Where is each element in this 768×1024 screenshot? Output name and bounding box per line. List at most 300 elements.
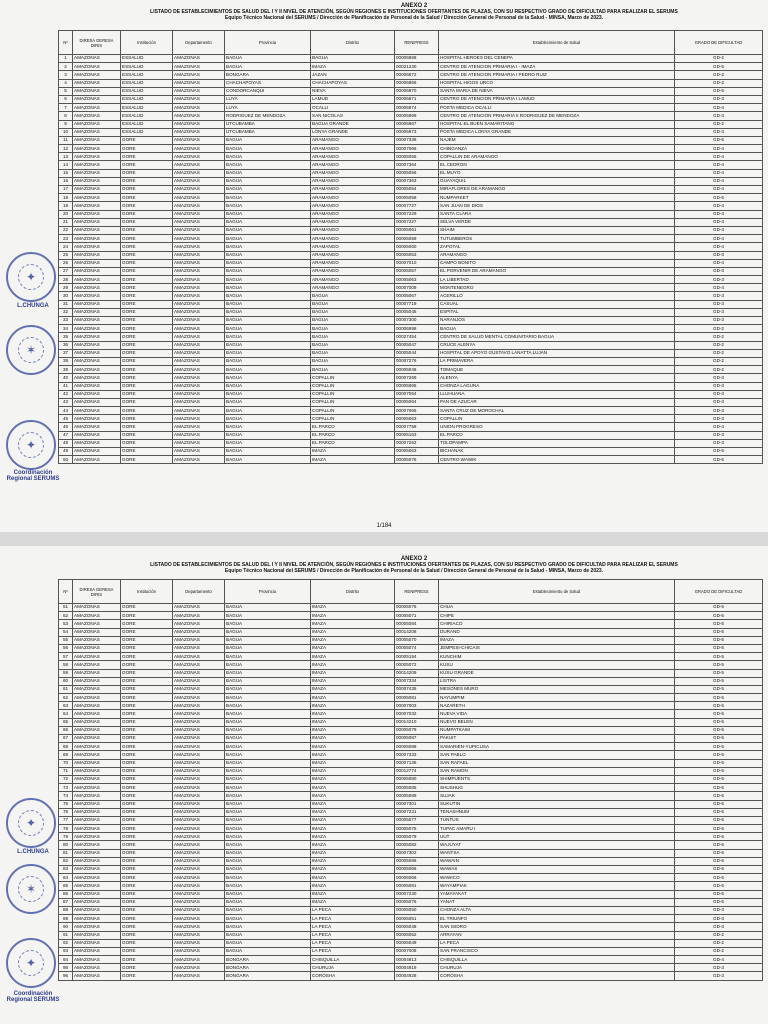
col-establishment-cell: WAYAMPIAK	[439, 882, 675, 890]
col-number-cell: 6	[59, 95, 73, 103]
table-row	[59, 284, 763, 292]
col-institution-cell: GORE	[121, 628, 173, 636]
col-district-cell: IMAZA	[311, 751, 395, 759]
col-department-cell: AMAZONAS	[173, 628, 225, 636]
col-diresa-cell: AMAZONAS	[73, 456, 121, 464]
col-difficulty-cell: GD-5	[675, 620, 763, 628]
col-district-cell: JAZAN	[311, 71, 395, 79]
col-district-cell: ARAMANGO	[311, 267, 395, 275]
col-diresa-cell: AMAZONAS	[73, 751, 121, 759]
col-establishment-cell: ESPITAL	[439, 308, 675, 316]
col-diresa-cell: AMAZONAS	[73, 374, 121, 382]
table-row	[59, 636, 763, 644]
col-renipress-cell: 00005077	[395, 816, 439, 824]
col-establishment-header: Establecimiento de Salud	[439, 31, 675, 55]
table-header-row	[59, 31, 763, 55]
col-institution-cell: GORE	[121, 210, 173, 218]
table-row	[59, 112, 763, 120]
col-number-cell: 34	[59, 325, 73, 333]
col-difficulty-cell: GD-4	[675, 186, 763, 194]
col-province-cell: BAGUA	[225, 415, 311, 423]
col-number-cell: 71	[59, 767, 73, 775]
col-establishment-cell: UUT	[439, 833, 675, 841]
col-province-cell: BAGUA	[225, 317, 311, 325]
col-institution-cell: GORE	[121, 341, 173, 349]
col-establishment-cell: ALENYA	[439, 374, 675, 382]
col-district-cell: ARAMANGO	[311, 145, 395, 153]
table-row	[59, 276, 763, 284]
col-institution-cell: GORE	[121, 694, 173, 702]
col-institution-cell: GORE	[121, 726, 173, 734]
col-institution-cell: GORE	[121, 235, 173, 243]
col-institution-cell: GORE	[121, 636, 173, 644]
seal-caption: Coordinación Regional SERUMS	[6, 470, 60, 482]
col-institution-cell: GORE	[121, 956, 173, 964]
col-province-cell: BAGUA	[225, 423, 311, 431]
col-number-cell: 42	[59, 390, 73, 398]
col-province-cell: BAGUA	[225, 448, 311, 456]
col-establishment-cell: EL PORVENIR DE ARAMANGO	[439, 267, 675, 275]
col-diresa-cell: AMAZONAS	[73, 120, 121, 128]
col-province-cell: BONGARA	[225, 972, 311, 980]
col-establishment-cell: NUMPATKAIM	[439, 726, 675, 734]
col-renipress-cell: 00007758	[395, 423, 439, 431]
col-district-cell: BAGUA	[311, 349, 395, 357]
col-renipress-cell: 00005072	[395, 661, 439, 669]
col-district-cell: ARAMANGO	[311, 169, 395, 177]
col-province-cell: BAGUA	[225, 882, 311, 890]
col-diresa-header: DIRESA GERESA DIRIS	[73, 31, 121, 55]
col-department-cell: AMAZONAS	[173, 284, 225, 292]
col-institution-cell: GORE	[121, 620, 173, 628]
col-province-cell: BAGUA	[225, 735, 311, 743]
col-department-cell: AMAZONAS	[173, 718, 225, 726]
col-department-cell: AMAZONAS	[173, 251, 225, 259]
col-diresa-cell: AMAZONAS	[73, 243, 121, 251]
col-diresa-cell: AMAZONAS	[73, 816, 121, 824]
col-department-cell: AMAZONAS	[173, 931, 225, 939]
col-department-cell: AMAZONAS	[173, 423, 225, 431]
col-number-cell: 20	[59, 210, 73, 218]
col-department-cell: AMAZONAS	[173, 317, 225, 325]
col-diresa-cell: AMAZONAS	[73, 800, 121, 808]
col-diresa-cell: AMAZONAS	[73, 186, 121, 194]
col-department-cell: AMAZONAS	[173, 55, 225, 63]
col-difficulty-cell: GD-5	[675, 636, 763, 644]
col-district-cell: IMAZA	[311, 775, 395, 783]
col-number-cell: 39	[59, 366, 73, 374]
col-renipress-cell: 00005052	[395, 931, 439, 939]
col-institution-cell: GORE	[121, 259, 173, 267]
col-renipress-cell: 00005163	[395, 431, 439, 439]
col-establishment-cell: PAN DE AZUCAR	[439, 398, 675, 406]
col-difficulty-cell: GD-2	[675, 79, 763, 87]
col-number-cell: 9	[59, 120, 73, 128]
col-province-cell: BAGUA	[225, 751, 311, 759]
col-renipress-cell: 00007334	[395, 677, 439, 685]
col-district-cell: BAGUA	[311, 333, 395, 341]
col-number-cell: 88	[59, 906, 73, 914]
col-district-cell: IMAZA	[311, 604, 395, 612]
col-department-cell: AMAZONAS	[173, 947, 225, 955]
col-district-cell: IMAZA	[311, 636, 395, 644]
col-renipress-cell: 00007066	[395, 145, 439, 153]
col-department-cell: AMAZONAS	[173, 735, 225, 743]
col-establishment-cell: TOMAQUE	[439, 366, 675, 374]
col-renipress-cell: 00014208	[395, 628, 439, 636]
col-diresa-cell: AMAZONAS	[73, 267, 121, 275]
col-number-cell: 36	[59, 341, 73, 349]
col-renipress-cell: 00007008	[395, 947, 439, 955]
col-difficulty-cell: GD-3	[675, 300, 763, 308]
col-province-cell: LUYA	[225, 104, 311, 112]
col-province-cell: BAGUA	[225, 308, 311, 316]
col-diresa-cell: AMAZONAS	[73, 128, 121, 136]
table-row	[59, 407, 763, 415]
col-institution-cell: GORE	[121, 702, 173, 710]
table-row	[59, 841, 763, 849]
col-district-cell: ARAMANGO	[311, 284, 395, 292]
col-diresa-cell: AMAZONAS	[73, 947, 121, 955]
col-district-cell: IMAZA	[311, 833, 395, 841]
col-department-cell: AMAZONAS	[173, 874, 225, 882]
col-number-cell: 32	[59, 308, 73, 316]
col-province-cell: BAGUA	[225, 349, 311, 357]
col-renipress-cell: 00005074	[395, 644, 439, 652]
col-renipress-cell: 00007301	[395, 800, 439, 808]
col-department-cell: AMAZONAS	[173, 694, 225, 702]
col-department-cell: AMAZONAS	[173, 382, 225, 390]
col-renipress-cell: 00014209	[395, 669, 439, 677]
col-district-cell: BAGUA	[311, 366, 395, 374]
col-district-cell: IMAZA	[311, 653, 395, 661]
col-difficulty-cell: GD-3	[675, 95, 763, 103]
col-district-cell: IMAZA	[311, 612, 395, 620]
col-diresa-cell: AMAZONAS	[73, 931, 121, 939]
col-number-cell: 49	[59, 448, 73, 456]
col-department-cell: AMAZONAS	[173, 186, 225, 194]
seal-column	[0, 546, 64, 1024]
col-establishment-cell: JEMPESI-CHICAIS	[439, 644, 675, 652]
table-row	[59, 194, 763, 202]
col-difficulty-header: GRADO DE DIFICULTAD	[675, 580, 763, 604]
col-diresa-cell: AMAZONAS	[73, 390, 121, 398]
col-department-cell: AMAZONAS	[173, 448, 225, 456]
col-number-cell: 62	[59, 694, 73, 702]
col-renipress-cell: 00005053	[395, 251, 439, 259]
col-institution-cell: GORE	[121, 612, 173, 620]
col-district-cell: BAGUA	[311, 341, 395, 349]
col-establishment-cell: EL MUYO	[439, 169, 675, 177]
col-institution-header: Institución	[121, 31, 173, 55]
col-difficulty-cell: GD-4	[675, 177, 763, 185]
table-row	[59, 415, 763, 423]
col-province-cell: BAGUA	[225, 210, 311, 218]
col-institution-cell: GORE	[121, 677, 173, 685]
col-number-cell: 26	[59, 259, 73, 267]
seal-stamp: ✦	[6, 938, 56, 988]
col-establishment-cell: NUEVA VIDA	[439, 710, 675, 718]
col-province-header: Provincia	[225, 580, 311, 604]
col-department-cell: AMAZONAS	[173, 308, 225, 316]
col-renipress-cell: 00007719	[395, 300, 439, 308]
col-number-cell: 45	[59, 415, 73, 423]
col-establishment-cell: NUEVO BELEN	[439, 718, 675, 726]
col-number-cell: 68	[59, 743, 73, 751]
col-renipress-cell: 00005076	[395, 604, 439, 612]
table-row	[59, 325, 763, 333]
col-number-cell: 67	[59, 735, 73, 743]
col-department-cell: AMAZONAS	[173, 95, 225, 103]
col-district-cell: BAGUA	[311, 357, 395, 365]
col-institution-cell: GORE	[121, 653, 173, 661]
col-department-cell: AMAZONAS	[173, 685, 225, 693]
col-difficulty-cell: GD-5	[675, 759, 763, 767]
col-establishment-cell: TUNTUS	[439, 816, 675, 824]
col-district-cell: IMAZA	[311, 718, 395, 726]
col-department-cell: AMAZONAS	[173, 292, 225, 300]
col-number-cell: 85	[59, 882, 73, 890]
col-district-cell: SAN NICOLAS	[311, 112, 395, 120]
col-department-cell: AMAZONAS	[173, 661, 225, 669]
col-renipress-header: RENIPRESS	[395, 580, 439, 604]
col-difficulty-cell: GD-5	[675, 775, 763, 783]
col-district-cell: ARAMANGO	[311, 235, 395, 243]
seal-stamp: ✦	[6, 252, 56, 302]
col-diresa-cell: AMAZONAS	[73, 87, 121, 95]
col-district-cell: ARAMANGO	[311, 218, 395, 226]
col-establishment-cell: SAN JUAN DE DIOS	[439, 202, 675, 210]
col-province-cell: BAGUA	[225, 284, 311, 292]
col-institution-cell: GORE	[121, 964, 173, 972]
col-difficulty-cell: GD-3	[675, 915, 763, 923]
col-district-cell: CHURUJA	[311, 964, 395, 972]
seal-stamp: ✶	[6, 864, 56, 914]
col-renipress-cell: 00005060	[395, 243, 439, 251]
col-number-cell: 63	[59, 702, 73, 710]
col-diresa-cell: AMAZONAS	[73, 612, 121, 620]
col-diresa-cell: AMAZONAS	[73, 743, 121, 751]
col-institution-cell: GORE	[121, 161, 173, 169]
col-diresa-cell: AMAZONAS	[73, 382, 121, 390]
col-number-cell: 22	[59, 226, 73, 234]
col-renipress-cell: 00007300	[395, 317, 439, 325]
col-establishment-cell: ARAMANGO	[439, 251, 675, 259]
col-establishment-cell: HOSPITAL EL BUEN SAMARITANO	[439, 120, 675, 128]
table-row	[59, 735, 763, 743]
table-row	[59, 145, 763, 153]
table-row	[59, 702, 763, 710]
col-province-cell: BAGUA	[225, 890, 311, 898]
col-institution-cell: GORE	[121, 349, 173, 357]
col-difficulty-cell: GD-5	[675, 87, 763, 95]
col-renipress-cell: 00005061	[395, 226, 439, 234]
col-establishment-cell: DURAND	[439, 628, 675, 636]
col-establishment-cell: HOSPITAL HIGOS URCO	[439, 79, 675, 87]
table-header-row	[59, 580, 763, 604]
col-renipress-cell: 00005194	[395, 653, 439, 661]
col-province-cell: BAGUA	[225, 947, 311, 955]
col-number-cell: 55	[59, 636, 73, 644]
col-number-cell: 70	[59, 759, 73, 767]
col-institution-cell: ESSALUD	[121, 120, 173, 128]
col-difficulty-cell: GD-5	[675, 710, 763, 718]
col-province-cell: BAGUA	[225, 194, 311, 202]
col-difficulty-cell: GD-3	[675, 906, 763, 914]
col-diresa-cell: AMAZONAS	[73, 718, 121, 726]
table-row	[59, 251, 763, 259]
col-number-cell: 21	[59, 218, 73, 226]
col-department-cell: AMAZONAS	[173, 439, 225, 447]
col-institution-cell: GORE	[121, 743, 173, 751]
col-province-cell: BAGUA	[225, 374, 311, 382]
col-renipress-cell: 00006872	[395, 71, 439, 79]
col-renipress-cell: 00012774	[395, 767, 439, 775]
col-institution-cell: GORE	[121, 448, 173, 456]
col-difficulty-cell: GD-5	[675, 808, 763, 816]
col-diresa-cell: AMAZONAS	[73, 841, 121, 849]
annex-title: ANEXO 2	[400, 3, 428, 9]
col-department-cell: AMAZONAS	[173, 898, 225, 906]
col-difficulty-cell: GD-5	[675, 841, 763, 849]
col-district-cell: ARAMANGO	[311, 276, 395, 284]
col-district-cell: IMAZA	[311, 743, 395, 751]
col-institution-cell: GORE	[121, 644, 173, 652]
col-institution-cell: GORE	[121, 333, 173, 341]
table-row	[59, 825, 763, 833]
col-establishment-cell: SAMARIEN-YUPICUSA	[439, 743, 675, 751]
col-number-header: Nº	[59, 580, 73, 604]
col-renipress-cell: 00007276	[395, 357, 439, 365]
table-row	[59, 890, 763, 898]
col-number-cell: 50	[59, 456, 73, 464]
col-establishment-cell: WAWICO	[439, 874, 675, 882]
col-establishment-cell: CENTRO DE ATENCION PRIMARIA I PEDRO RUIZ	[439, 71, 675, 79]
col-number-cell: 84	[59, 874, 73, 882]
col-province-cell: BAGUA	[225, 300, 311, 308]
col-difficulty-cell: GD-2	[675, 71, 763, 79]
col-institution-cell: GORE	[121, 882, 173, 890]
col-renipress-cell: 00007136	[395, 759, 439, 767]
col-number-cell: 58	[59, 661, 73, 669]
col-institution-cell: GORE	[121, 423, 173, 431]
col-diresa-cell: AMAZONAS	[73, 251, 121, 259]
col-difficulty-cell: GD-5	[675, 890, 763, 898]
col-district-cell: IMAZA	[311, 898, 395, 906]
col-difficulty-cell: GD-3	[675, 407, 763, 415]
table-row	[59, 55, 763, 63]
table-row	[59, 120, 763, 128]
col-province-cell: BAGUA	[225, 874, 311, 882]
col-difficulty-cell: GD-5	[675, 194, 763, 202]
col-department-cell: AMAZONAS	[173, 775, 225, 783]
col-establishment-cell: GUAYAQUIL	[439, 177, 675, 185]
table-row	[59, 710, 763, 718]
col-department-cell: AMAZONAS	[173, 825, 225, 833]
col-renipress-cell: 00005089	[395, 792, 439, 800]
col-establishment-cell: CRUCE ALENYA	[439, 341, 675, 349]
col-number-cell: 64	[59, 710, 73, 718]
col-difficulty-cell: GD-4	[675, 235, 763, 243]
col-establishment-cell: SANTA MARIA DE NIEVA	[439, 87, 675, 95]
col-institution-cell: GORE	[121, 972, 173, 980]
col-institution-cell: ESSALUD	[121, 63, 173, 71]
col-renipress-cell: 00004913	[395, 956, 439, 964]
col-number-cell: 23	[59, 235, 73, 243]
seal-caption: Coordinación Regional SERUMS	[6, 991, 60, 1003]
col-institution-cell: GORE	[121, 243, 173, 251]
col-district-header: Distrito	[311, 580, 395, 604]
col-province-cell: BAGUA	[225, 636, 311, 644]
col-institution-cell: GORE	[121, 145, 173, 153]
col-number-cell: 13	[59, 153, 73, 161]
col-department-cell: AMAZONAS	[173, 120, 225, 128]
col-difficulty-cell: GD-2	[675, 349, 763, 357]
col-department-cell: AMAZONAS	[173, 267, 225, 275]
table-row	[59, 923, 763, 931]
col-diresa-cell: AMAZONAS	[73, 276, 121, 284]
col-department-cell: AMAZONAS	[173, 136, 225, 144]
col-number-cell: 16	[59, 177, 73, 185]
col-difficulty-cell: GD-4	[675, 956, 763, 964]
col-diresa-cell: AMAZONAS	[73, 956, 121, 964]
col-department-cell: AMAZONAS	[173, 915, 225, 923]
col-province-cell: BAGUA	[225, 898, 311, 906]
col-number-cell: 61	[59, 685, 73, 693]
col-difficulty-cell: GD-4	[675, 423, 763, 431]
col-renipress-cell: 00005054	[395, 186, 439, 194]
col-renipress-cell: 00005057	[395, 267, 439, 275]
col-establishment-cell: CHURUJA	[439, 964, 675, 972]
col-establishment-cell: KUSU GRANDE	[439, 669, 675, 677]
col-number-cell: 76	[59, 808, 73, 816]
col-difficulty-cell: GD-2	[675, 939, 763, 947]
col-number-cell: 92	[59, 939, 73, 947]
col-department-cell: AMAZONAS	[173, 972, 225, 980]
col-difficulty-cell: GD-3	[675, 398, 763, 406]
col-difficulty-cell: GD-3	[675, 439, 763, 447]
col-department-cell: AMAZONAS	[173, 112, 225, 120]
col-difficulty-cell: GD-5	[675, 874, 763, 882]
col-difficulty-cell: GD-5	[675, 898, 763, 906]
col-number-cell: 2	[59, 63, 73, 71]
col-number-cell: 82	[59, 857, 73, 865]
col-establishment-cell: WANTSA	[439, 849, 675, 857]
col-diresa-cell: AMAZONAS	[73, 833, 121, 841]
col-renipress-cell: 00005082	[395, 841, 439, 849]
col-number-cell: 8	[59, 112, 73, 120]
col-department-cell: AMAZONAS	[173, 194, 225, 202]
col-department-cell: AMAZONAS	[173, 816, 225, 824]
col-province-cell: BONGARA	[225, 964, 311, 972]
col-difficulty-cell: GD-5	[675, 751, 763, 759]
col-diresa-header: DIRESA GERESA DIRIS	[73, 580, 121, 604]
col-difficulty-cell: GD-5	[675, 735, 763, 743]
col-renipress-cell: 00005051	[395, 915, 439, 923]
col-diresa-cell: AMAZONAS	[73, 620, 121, 628]
col-renipress-cell: 00007262	[395, 439, 439, 447]
col-difficulty-cell: GD-2	[675, 947, 763, 955]
col-difficulty-cell: GD-5	[675, 653, 763, 661]
col-department-cell: AMAZONAS	[173, 415, 225, 423]
col-district-cell: LAMUD	[311, 95, 395, 103]
col-difficulty-cell: GD-5	[675, 628, 763, 636]
col-number-cell: 90	[59, 923, 73, 931]
col-renipress-cell: 00005049	[395, 939, 439, 947]
col-department-cell: AMAZONAS	[173, 341, 225, 349]
col-province-cell: BAGUA	[225, 694, 311, 702]
col-diresa-cell: AMAZONAS	[73, 292, 121, 300]
